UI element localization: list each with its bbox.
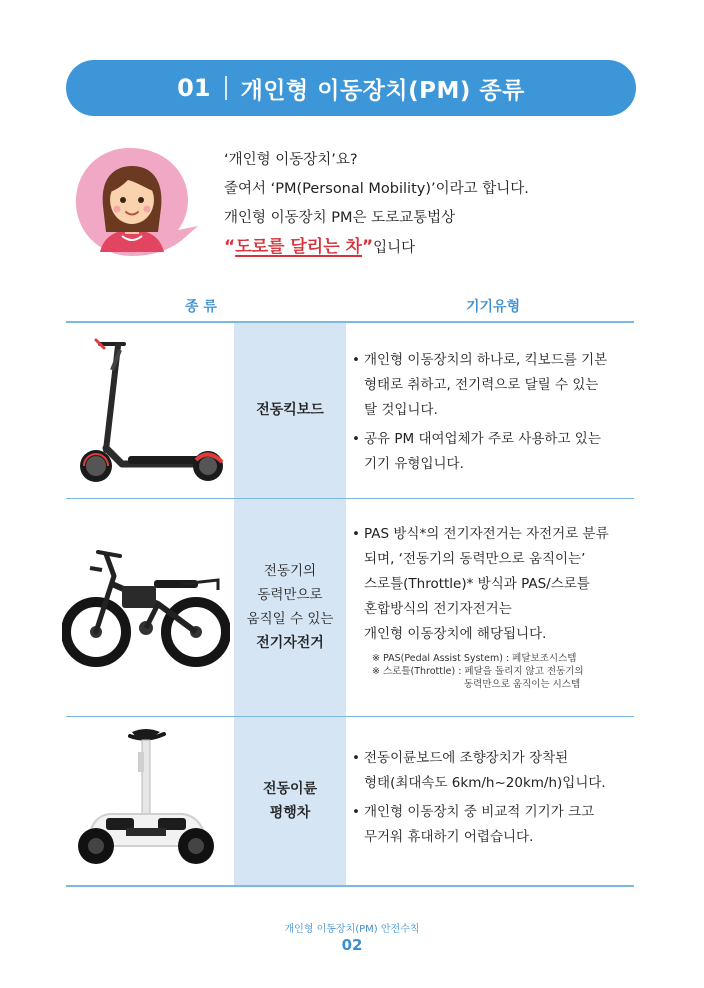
page-number: 02 — [341, 936, 363, 954]
type-name-line-2: 평행차 — [269, 805, 311, 821]
bullet-item: • 전동이륜보드에 조향장치가 장착된 형태(최대속도 6km/h~20km/h)입니다. — [352, 746, 628, 796]
desc-cell-kickboard — [352, 348, 628, 481]
type-name: 전기자전거 — [256, 635, 324, 651]
type-cell-ebike: 전동기의 동력만으로 움직일 수 있는 전기자전거 — [234, 498, 346, 716]
highlight-open-quote: “ — [224, 237, 236, 257]
type-cell-balance-scooter — [234, 716, 346, 886]
section-title: 개인형 이동장치(PM) 종류 — [240, 77, 525, 104]
section-banner — [66, 60, 636, 116]
desc-cell-ebike — [352, 522, 628, 651]
electric-bicycle-image — [62, 540, 230, 674]
table-header-desc: 기기유형 — [466, 299, 521, 315]
bullet-item: • 개인형 이동장치 중 비교적 기기가 크고 무거워 휴대하기 어렵습니다. — [352, 800, 628, 850]
type-name-line-1: 전동이륜 — [262, 781, 318, 797]
footnote-throttle: ※ 스로틀(Throttle) : 페달을 돌리지 않고 전동기의 — [372, 666, 584, 677]
intro-line-3: 개인형 이동장치 PM은 도로교통법상 — [224, 210, 456, 226]
bullet-item: • PAS 방식*의 전기자전거는 자전거로 분류 되며, ‘전동기의 동력만으로 움직이는’ 스로틀(Throttle)* 방식과 PAS/스로틀 혼합방식의 전기자전거는 개인형 이동장치에 해당됩니다. — [352, 522, 628, 647]
intro-text — [224, 146, 529, 263]
bullet-item: • 공유 PM 대여업체가 주로 사용하고 있는 기기 유형입니다. — [352, 427, 628, 477]
footer-title: 개인형 이동장치(PM) 안전수칙 — [284, 924, 420, 935]
bullet-item: • 개인형 이동장치의 하나로, 킥보드를 기본 형태로 취하고, 전기력으로 달릴 수 있는 탈 것입니다. — [352, 348, 628, 423]
footnotes — [372, 652, 584, 691]
highlight-phrase: 도로를 달리는 차 — [235, 237, 362, 257]
banner-divider — [225, 76, 227, 100]
row-divider — [66, 716, 634, 717]
electric-kickboard-image — [72, 330, 228, 494]
section-number: 01 — [177, 74, 211, 102]
intro-line-1: ‘개인형 이동장치’요? — [224, 152, 358, 168]
footnote-throttle-cont: 동력만으로 움직이는 시스템 — [464, 679, 581, 690]
type-cell-kickboard — [234, 322, 346, 498]
intro-line-2: 줄여서 ‘PM(Personal Mobility)’이라고 합니다. — [224, 181, 529, 197]
table-top-rule — [66, 321, 634, 323]
footnote-pas: ※ PAS(Pedal Assist System) : 페달보조시스템 — [372, 653, 577, 664]
girl-avatar-illustration — [70, 140, 200, 260]
type-name: 전동킥보드 — [256, 402, 324, 418]
balance-scooter-image — [76, 722, 216, 886]
table-header-type: 종 류 — [185, 299, 217, 315]
highlight-close-quote: ” — [361, 237, 374, 257]
intro-line-4-suffix: 입니다 — [373, 240, 416, 256]
desc-cell-balance-scooter — [352, 746, 628, 854]
intro-line-4 — [224, 233, 529, 263]
row-divider — [66, 498, 634, 499]
